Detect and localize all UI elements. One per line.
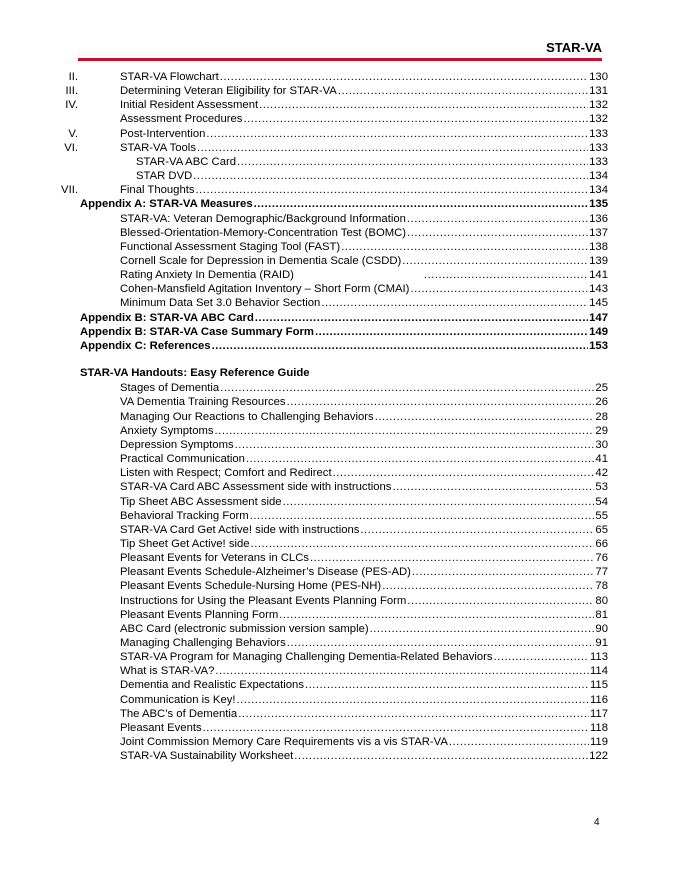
toc-entry	[80, 339, 608, 353]
dot-leader	[215, 424, 595, 438]
toc-entry-page: 81	[595, 608, 608, 621]
toc-entry-title: Pleasant Events Schedule-Alzheimer’s Disease (PES-AD)	[120, 566, 411, 579]
toc-entry-page: 65	[595, 523, 608, 536]
dot-leader	[407, 594, 594, 608]
document-title: STAR-VA	[546, 40, 602, 55]
dot-leader	[255, 311, 588, 325]
dot-leader	[338, 84, 588, 98]
toc-entry	[120, 509, 608, 523]
toc-entry-number: VII.	[61, 184, 78, 197]
toc-entry-title: STAR-VA Card ABC Assessment side with instructions	[120, 481, 392, 494]
toc-entry-title: Communication is Key!	[120, 693, 236, 706]
toc-entry-page: 41	[595, 453, 608, 466]
toc-entry	[64, 141, 608, 155]
toc-entry-title: Blessed-Orientation-Memory-Concentration Test (BOMC)	[120, 226, 407, 239]
dot-leader	[410, 282, 588, 296]
toc-entry	[120, 254, 608, 268]
toc-entry-title: STAR-VA Card Get Active! side with instructions	[120, 523, 360, 536]
toc-entry-title: Post-Intervention	[120, 127, 206, 140]
toc-entry-title: Practical Communication	[120, 453, 245, 466]
dot-leader	[375, 410, 595, 424]
dot-leader	[193, 169, 588, 183]
dot-leader	[196, 183, 589, 197]
toc-entry	[120, 735, 608, 749]
toc-entry	[120, 240, 608, 254]
dot-leader	[212, 339, 589, 353]
dot-leader	[237, 693, 589, 707]
toc-entry-page: 134	[589, 170, 608, 183]
page-number: 4	[594, 817, 600, 828]
dot-leader	[203, 721, 589, 735]
toc-entry	[120, 495, 608, 509]
header-rule	[78, 58, 602, 61]
toc-entry	[65, 98, 608, 112]
toc-entry-title: Listen with Respect; Comfort and Redirect	[120, 467, 332, 480]
toc-entry	[80, 197, 608, 211]
toc-entry-title: Assessment Procedures	[120, 113, 243, 126]
dot-leader	[215, 664, 589, 678]
toc-entry	[80, 325, 608, 339]
toc-entry	[136, 169, 608, 183]
dot-leader	[305, 678, 589, 692]
toc-entry-title: Tip Sheet Get Active! side	[120, 537, 250, 550]
toc-entry-page: 132	[589, 99, 608, 112]
toc-entry-page: 133	[589, 155, 608, 168]
toc-entry	[80, 311, 608, 325]
toc-entry-title: Appendix C: References	[80, 339, 211, 352]
dot-leader	[197, 141, 588, 155]
toc-entry-page: 116	[589, 693, 608, 706]
toc-entry	[68, 127, 608, 141]
toc-entry-page: 153	[589, 339, 608, 352]
toc-entry	[136, 155, 608, 169]
toc-entry-number: VI.	[64, 141, 78, 154]
toc-entry-title: Pleasant Events Planning Form	[120, 608, 279, 621]
toc-entry	[120, 608, 608, 622]
toc-entry-page: 78	[595, 580, 608, 593]
toc-entry-page: 80	[595, 594, 608, 607]
toc-entry-title: Anxiety Symptoms	[120, 424, 214, 437]
dot-leader	[220, 70, 588, 84]
toc-entry-page: 91	[595, 637, 608, 649]
toc-entry	[120, 678, 608, 692]
dot-leader	[254, 197, 589, 211]
toc-entry-title: STAR-VA Flowchart	[120, 71, 219, 83]
toc-entry-title: Functional Assessment Staging Tool (FAST)	[120, 240, 341, 253]
toc-entry-page: 149	[589, 325, 608, 338]
toc-entry-page: 28	[595, 410, 608, 423]
toc-entry	[120, 579, 608, 593]
toc-entry-title: STAR DVD	[136, 170, 193, 183]
toc-entry	[120, 693, 608, 707]
dot-leader	[392, 480, 594, 494]
toc-entry-title: Appendix B: STAR-VA ABC Card	[80, 311, 254, 324]
toc-entry-number: V.	[68, 127, 78, 140]
toc-entry-page: 132	[589, 113, 608, 126]
toc-entry-title: ABC Card (electronic submission version sample)	[120, 622, 369, 635]
dot-leader	[321, 296, 588, 310]
toc-entry	[120, 636, 608, 650]
toc-entry	[68, 70, 608, 84]
toc-entry-page: 147	[589, 311, 608, 324]
dot-leader	[283, 495, 595, 509]
toc-entry-title: Managing Our Reactions to Challenging Behaviors	[120, 410, 374, 423]
toc-entry-page: 145	[589, 297, 608, 310]
toc-entry	[120, 268, 608, 282]
dot-leader	[237, 155, 588, 169]
dot-leader	[407, 212, 588, 226]
toc-entry-page: 113	[589, 651, 608, 664]
toc-entry-page: 54	[595, 495, 608, 508]
toc-entry	[120, 537, 608, 551]
toc-entry-page: 30	[595, 438, 608, 451]
toc-entry-page: 90	[595, 622, 608, 635]
toc-entry-title: Minimum Data Set 3.0 Behavior Section	[120, 297, 321, 310]
toc-entry-page: 55	[595, 509, 608, 522]
toc-entry-title: Pleasant Events	[120, 721, 202, 734]
toc-entry-title: STAR-VA Sustainability Worksheet	[120, 750, 294, 763]
handouts-heading: STAR-VA Handouts: Easy Reference Guide	[80, 367, 310, 380]
toc-entry-title: Pleasant Events Schedule-Nursing Home (PES-NH)	[120, 580, 382, 593]
toc-entry	[120, 381, 608, 395]
toc-entry-page: 117	[589, 707, 608, 720]
toc-entry	[120, 452, 608, 466]
toc-entry	[120, 749, 608, 763]
toc-entry-title: The ABC’s of Dementia	[120, 707, 238, 720]
toc-entry-title: Initial Resident Assessment	[120, 99, 259, 112]
toc-entry-page: 130	[589, 71, 608, 83]
toc-entry	[120, 296, 608, 310]
toc-entry	[120, 480, 608, 494]
toc-entry-page: 77	[595, 566, 608, 579]
toc-entry	[120, 551, 608, 565]
toc-entry-title: Rating Anxiety In Dementia (RAID)	[120, 269, 294, 282]
dot-leader	[220, 381, 594, 395]
dot-leader	[287, 636, 595, 650]
toc-entry-page: 143	[589, 283, 608, 296]
toc-entry	[65, 84, 608, 98]
dot-leader	[259, 98, 588, 112]
toc-entry-title: STAR-VA: Veteran Demographic/Background Information	[120, 212, 406, 225]
toc-entry-title: Behavioral Tracking Form	[120, 509, 249, 522]
toc-entry-title: Depression Symptoms	[120, 438, 234, 451]
toc-entry	[120, 565, 608, 579]
toc-entry-page: 42	[595, 467, 608, 480]
toc-entry-page: 122	[589, 750, 608, 763]
toc-entry-page: 134	[589, 184, 608, 197]
toc-entry	[120, 594, 608, 608]
toc-entry-page: 115	[589, 679, 608, 692]
toc-entry-page: 138	[589, 240, 608, 253]
dot-leader	[246, 452, 594, 466]
toc-entry-page: 29	[595, 424, 608, 437]
toc-entry	[120, 664, 608, 678]
dot-leader	[206, 127, 588, 141]
toc-entry	[120, 226, 608, 240]
toc-entry	[120, 707, 608, 721]
toc-entry-title: STAR-VA ABC Card	[136, 155, 237, 168]
toc-entry-title: STAR-VA Program for Managing Challenging Dementia-Related Behaviors	[120, 651, 493, 664]
dot-leader	[424, 268, 588, 282]
toc-entry-page: 119	[589, 736, 608, 749]
toc-entry-title: Tip Sheet ABC Assessment side	[120, 495, 282, 508]
toc-entry-page: 53	[595, 481, 608, 494]
dot-leader	[243, 112, 588, 126]
toc-entry-page: 66	[595, 537, 608, 550]
dot-leader	[360, 523, 594, 537]
toc-entry-number: II.	[68, 71, 78, 83]
toc-entry	[120, 622, 608, 636]
toc-entry	[120, 112, 608, 126]
toc-entry-title: Pleasant Events for Veterans in CLCs	[120, 552, 310, 565]
toc-entry-title: Joint Commission Memory Care Requirements vis a vis STAR-VA	[120, 736, 448, 749]
toc-entry-number: III.	[65, 85, 78, 98]
toc-entry-page: 141	[589, 269, 608, 282]
dot-leader	[310, 551, 594, 565]
toc-entry	[120, 523, 608, 537]
dot-leader	[238, 707, 589, 721]
toc-entry-number: IV.	[65, 99, 78, 112]
toc-entry-title: STAR-VA Tools	[120, 141, 196, 154]
dot-leader	[370, 622, 595, 636]
dot-leader	[294, 749, 588, 763]
toc-entry-page: 26	[595, 396, 608, 409]
dot-leader	[287, 395, 595, 409]
dot-leader	[333, 466, 595, 480]
dot-leader	[412, 565, 595, 579]
toc-entry	[120, 424, 608, 438]
toc-entry	[61, 183, 608, 197]
toc-entry-title: Cornell Scale for Depression in Dementia Scale (CSDD)	[120, 254, 402, 267]
toc-entry-page: 118	[589, 721, 608, 734]
toc-entry-title: Stages of Dementia	[120, 382, 220, 395]
toc-entry	[120, 438, 608, 452]
dot-leader	[315, 325, 588, 339]
dot-leader	[250, 509, 595, 523]
toc-entry-page: 133	[589, 141, 608, 154]
toc-entry-page: 135	[589, 198, 608, 211]
toc-entry-page: 76	[595, 552, 608, 565]
toc-entry-title: Managing Challenging Behaviors	[120, 637, 286, 649]
toc-entry-page: 114	[589, 665, 608, 678]
dot-leader	[235, 438, 595, 452]
dot-leader	[494, 650, 589, 664]
toc-entry-page: 137	[589, 226, 608, 239]
dot-leader	[449, 735, 589, 749]
dot-leader	[341, 240, 588, 254]
toc-entry	[120, 650, 608, 664]
toc-entry-title: Determining Veteran Eligibility for STAR-VA	[120, 85, 337, 98]
toc-entry-title: Appendix B: STAR-VA Case Summary Form	[80, 325, 314, 338]
toc-entry-title: Appendix A: STAR-VA Measures	[80, 198, 253, 211]
toc-entry-title: What is STAR-VA?	[120, 665, 215, 678]
toc-entry-page: 131	[589, 85, 608, 98]
toc-entry	[120, 212, 608, 226]
toc-entry-title: Cohen-Mansfield Agitation Inventory – Short Form (CMAI)	[120, 283, 410, 296]
dot-leader	[279, 608, 594, 622]
toc-entry-title: VA Dementia Training Resources	[120, 396, 286, 409]
toc-entry-page: 136	[589, 212, 608, 225]
toc-entry-page: 25	[595, 382, 608, 395]
toc-entry	[120, 466, 608, 480]
dot-leader	[402, 254, 588, 268]
dot-leader	[251, 537, 595, 551]
toc-entry-title: Final Thoughts	[120, 184, 195, 197]
toc-entry	[120, 395, 608, 409]
toc-entry-page: 139	[589, 254, 608, 267]
toc-entry-page: 133	[589, 127, 608, 140]
dot-leader	[407, 226, 588, 240]
toc-entry-title: Dementia and Realistic Expectations	[120, 679, 304, 692]
toc-entry-title: Instructions for Using the Pleasant Events Planning Form	[120, 594, 407, 607]
toc-entry	[120, 410, 608, 424]
toc-entry	[120, 721, 608, 735]
toc-entry	[120, 282, 608, 296]
dot-leader	[382, 579, 594, 593]
